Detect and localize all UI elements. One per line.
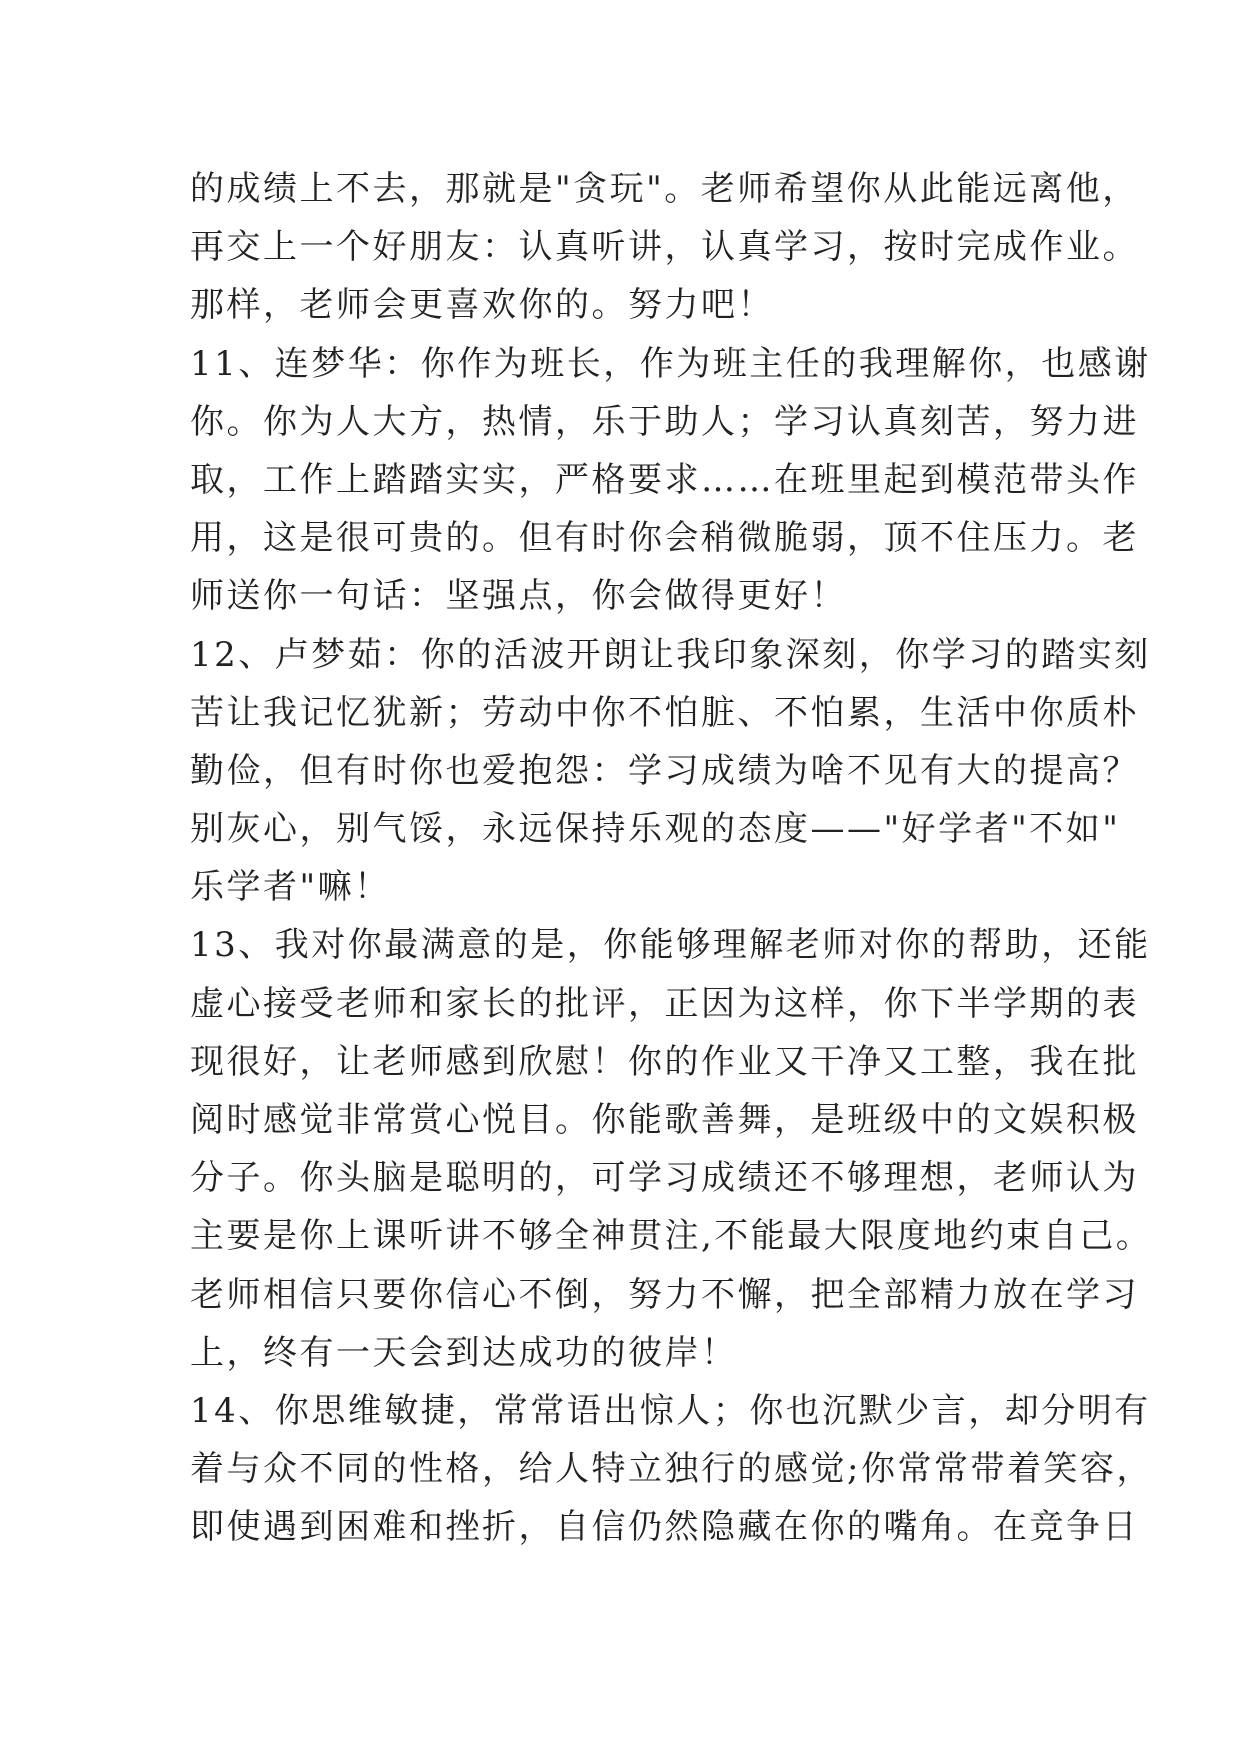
text-line: 现很好，让老师感到欣慰！你的作业又干净又工整，我在批: [190, 1041, 1139, 1082]
text-line: 13、我对你最满意的是，你能够理解老师对你的帮助，还能: [190, 925, 1151, 966]
text-line: 乐学者"嘛！: [190, 867, 391, 908]
text-line: 11、连梦华：你作为班长，作为班主任的我理解你，也感谢: [190, 343, 1151, 384]
text-line: 师送你一句话：坚强点，你会做得更好！: [190, 576, 847, 617]
text-line: 再交上一个好朋友：认真听讲，认真学习，按时完成作业。: [190, 227, 1139, 268]
text-line: 勤俭，但有时你也爱抱怨：学习成绩为啥不见有大的提高？: [190, 750, 1139, 791]
text-line: 的成绩上不去，那就是"贪玩"。老师希望你从此能远离他，: [190, 169, 1139, 209]
text-line: 用，这是很可贵的。但有时你会稍微脆弱，顶不住压力。老: [190, 518, 1139, 559]
text-line: 你。你为人大方，热情，乐于助人；学习认真刻苦，努力进: [190, 401, 1139, 442]
text-line: 那样，老师会更喜欢你的。努力吧！: [190, 285, 774, 326]
text-line: 14、你思维敏捷，常常语出惊人；你也沉默少言，却分明有: [190, 1390, 1151, 1431]
text-line: 虚心接受老师和家长的批评，正因为这样，你下半学期的表: [190, 983, 1139, 1024]
text-line: 上，终有一天会到达成功的彼岸！: [190, 1332, 738, 1373]
text-line: 主要是你上课听讲不够全神贯注,不能最大限度地约束自己。: [190, 1216, 1153, 1257]
text-line: 苦让我记忆犹新；劳动中你不怕脏、不怕累，生活中你质朴: [190, 692, 1139, 733]
text-line: 老师相信只要你信心不倒，努力不懈，把全部精力放在学习: [190, 1274, 1139, 1315]
text-line: 即使遇到困难和挫折，自信仍然隐藏在你的嘴角。在竞争日: [190, 1507, 1139, 1548]
text-line: 别灰心，别气馁，永远保持乐观的态度——"好学者"不如": [190, 809, 1121, 850]
text-line: 着与众不同的性格，给人特立独行的感觉;你常常带着笑容，: [190, 1449, 1153, 1490]
text-line: 12、卢梦茹：你的活波开朗让我印象深刻，你学习的踏实刻: [190, 634, 1151, 675]
text-line: 取，工作上踏踏实实，严格要求……在班里起到模范带头作: [190, 459, 1139, 500]
body-text: [190, 160, 1153, 1557]
text-line: 分子。你头脑是聪明的，可学习成绩还不够理想，老师认为: [190, 1158, 1139, 1199]
text-line: 阅时感觉非常赏心悦目。你能歌善舞，是班级中的文娱积极: [190, 1100, 1139, 1140]
